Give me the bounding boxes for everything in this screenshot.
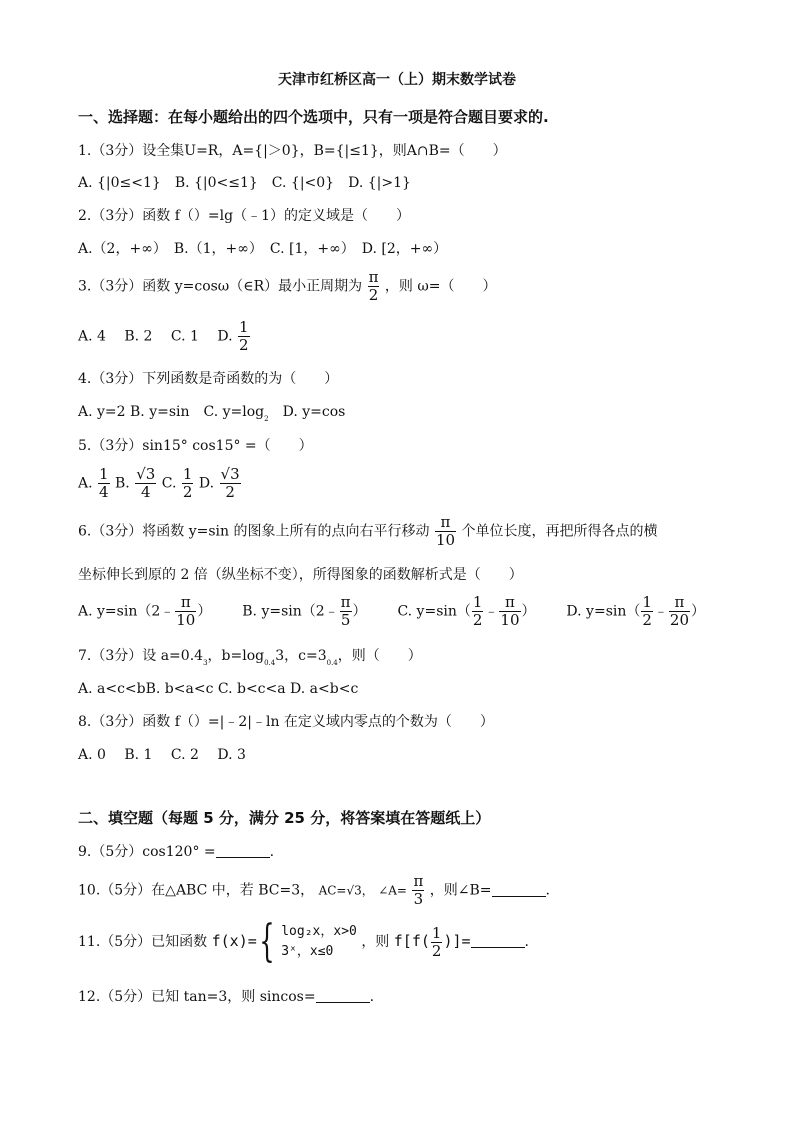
- question-2: 2.（3分）函数 f（）=lg（﹣1）的定义域是（ ）: [78, 208, 410, 224]
- question-6: 6.（3分）将函数 y=sin 的图象上所有的点向右平行移动 $\frac{\pi}{10}$ 个单位长度，再把所得各点的横: [78, 513, 658, 549]
- question-12: 12.（5分）已知 tan=3，则 sincos= .: [78, 989, 375, 1005]
- fraction: $\frac{1}{2}$: [239, 318, 249, 354]
- fraction: $\frac{\pi}{2}$: [368, 268, 379, 304]
- fraction: $\frac{1}{4}$: [99, 465, 109, 501]
- fraction: $\frac{1}{2}$: [642, 593, 652, 629]
- fraction: $\frac{\pi}{10}$: [500, 593, 520, 629]
- fraction: $\frac{1}{2}$: [182, 465, 193, 501]
- answer-blank[interactable]: [316, 988, 370, 1003]
- fraction: $\frac{\pi}{5}$: [340, 593, 351, 629]
- fraction: $\frac{√3}{4}$: [136, 465, 156, 501]
- question-3-options: A. 4 B. 2 C. 1 D. $\frac{1}{2}$: [78, 318, 249, 354]
- question-5-options: A. $\frac{1}{4}$ B. $\frac{√3}{4}$ C. $\frac{1}{2}$ D. $\frac{√3}{2}$: [78, 465, 240, 501]
- page-title: 天津市红桥区高一（上）期末数学试卷: [278, 72, 516, 88]
- question-11: 11.（5分）已知函数 f(x)={ log₂x，x>0 3ˣ，x≤0 ，则 f[f( $\frac{1}{2}$ )]= .: [78, 916, 529, 967]
- question-3-text-b: ，则 ω=（ ）: [384, 278, 497, 295]
- fraction: $\frac{\pi}{3}$: [413, 872, 424, 908]
- left-brace-icon: {: [259, 916, 275, 967]
- fraction: $\frac{\pi}{20}$: [669, 593, 690, 629]
- question-1-options: A. {|0≤<1} B. {|0<≤1} C. {|<0} D. {|>1}: [78, 175, 411, 191]
- question-7-options: A. a<c<bB. b<a<c C. b<c<a D. a<b<c: [78, 681, 359, 697]
- fraction: $\frac{\pi}{10}$: [435, 513, 456, 549]
- fraction: $\frac{1}{2}$: [472, 593, 483, 629]
- question-4-options: A. y=2 B. y=sin C. $y=\log_2$ D. y=cos: [78, 404, 346, 423]
- question-2-options: A.（2，+∞） B.（1，+∞） C. [1，+∞） D. [2，+∞）: [78, 241, 448, 257]
- question-3: [78, 269, 497, 304]
- question-8-options: A. 0 B. 1 C. 2 D. 3: [78, 747, 246, 763]
- answer-blank[interactable]: [216, 843, 270, 858]
- fraction: $\frac{1}{2}$: [431, 923, 442, 960]
- answer-blank[interactable]: [471, 933, 525, 948]
- fraction: $\frac{\pi}{10}$: [176, 593, 196, 629]
- question-5: 5.（3分）sin15° cos15° =（ ）: [78, 438, 313, 454]
- question-6-line-2: 坐标伸长到原的 2 倍（纵坐标不变），所得图象的函数解析式是（ ）: [78, 567, 523, 583]
- fraction: $\frac{√3}{2}$: [220, 465, 240, 501]
- question-4: 4.（3分）下列函数是奇函数的为（ ）: [78, 371, 339, 387]
- question-6-options: A. y=sin（2﹣ $\frac{\pi}{10}$ ） B. y=sin（2﹣ $\frac{\pi}{5}$ ） C. y=sin（ $\frac{1}{2}$ ﹣ $\frac{\pi}{10}$ ） D. y=sin（ $\frac{1}{2}$ ﹣ $\frac{\pi}{20}$ ）: [78, 593, 706, 629]
- piecewise-definition: log₂x，x>0 3ˣ，x≤0: [281, 924, 357, 959]
- question-1: 1.（3分）设全集U=R，A={|＞0}，B={|≤1}，则A∩B=（ ）: [78, 143, 507, 159]
- question-7: 7.（3分）设 $a=0.4_3$，$b=\log_{0.4}3$，$c=3_{0.4}$，则（ ）: [78, 648, 422, 667]
- question-9: 9.（5分）cos120° = .: [78, 844, 275, 860]
- section-heading-fill: 二、填空题（每题 5 分，满分 25 分，将答案填在答题纸上）: [78, 809, 491, 827]
- section-heading-choice: 一、选择题：在每小题给出的四个选项中，只有一项是符合题目要求的.: [78, 108, 549, 126]
- question-3-text-a: 3.（3分）函数 y=cosω（∈R）最小正周期为: [78, 278, 363, 295]
- question-8: 8.（3分）函数 f（）=|﹣2|﹣ln 在定义域内零点的个数为（ ）: [78, 714, 494, 730]
- answer-blank[interactable]: [492, 882, 546, 897]
- question-10: 10.（5分）在△ABC 中，若 BC=3， AC=√3， ∠A= $\frac{\pi}{3}$ ，则∠B= .: [78, 872, 550, 908]
